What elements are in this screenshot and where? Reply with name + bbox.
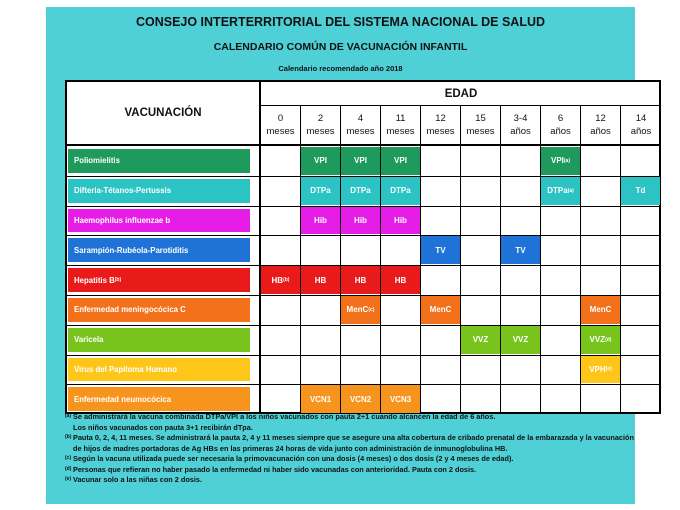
age-unit: meses: [346, 126, 375, 137]
vaccine-row-label: [67, 355, 261, 385]
age-unit: años: [590, 126, 611, 137]
age-column-header: [461, 106, 501, 146]
dose-cell: [381, 266, 420, 294]
footnotes: [65, 412, 635, 486]
footnote-marker: (a): [563, 157, 571, 164]
vaccine-name-text: Difteria-Tétanos-Pertussis: [74, 186, 172, 196]
dose-label: DTPa: [310, 186, 331, 196]
age-value: 2: [317, 113, 324, 124]
dose-label: VCN3: [389, 394, 412, 404]
dose-label: VVZ: [589, 335, 606, 345]
dose-cell: [541, 147, 580, 175]
footnote-marker: (c): [368, 306, 375, 313]
dose-label: VPI: [314, 156, 327, 166]
dose-label: VPH: [589, 364, 606, 374]
dose-cell: [501, 236, 540, 264]
vaccine-name-text: Poliomielitis: [74, 156, 120, 166]
footnote-text: Según la vacuna utilizada puede ser necesaria la primovacunación con una dosis (4 meses) o dos dosis (2 y 4 meses de edad).: [73, 454, 514, 463]
age-value: 15: [475, 113, 486, 124]
dose-cell: [341, 207, 380, 235]
age-value: 0: [277, 113, 284, 124]
age-column-header: [341, 106, 381, 146]
dose-label: DTPa: [547, 186, 568, 196]
vaccine-name: [68, 238, 250, 262]
dose-label: Td: [635, 186, 646, 196]
vaccine-name: [68, 298, 250, 322]
dose-label: Hib: [394, 215, 407, 225]
dose-label: MenC: [589, 305, 612, 315]
dose-cell: [301, 177, 340, 205]
age-unit: meses: [306, 126, 335, 137]
dose-label: HB: [271, 275, 284, 285]
vaccine-name: [68, 268, 250, 292]
vaccine-row-label: [67, 235, 261, 265]
vaccine-name-text: Enfermedad neumocócica: [74, 394, 172, 404]
dose-cell: [381, 177, 420, 205]
age-unit: años: [510, 126, 531, 137]
footnote: [65, 475, 635, 486]
vaccine-row-label: [67, 146, 261, 176]
footnote: [65, 412, 635, 423]
dose-label: HB: [314, 275, 327, 285]
page-subtitle: CALENDARIO COMÚN DE VACUNACIÓN INFANTIL: [213, 41, 468, 53]
vaccine-name: [68, 149, 250, 173]
dose-cell: [341, 385, 380, 413]
footnote-marker: [65, 423, 73, 434]
vaccine-name-text: Varicela: [74, 335, 104, 345]
age-value: 12: [595, 113, 606, 124]
footnote-marker: (a): [65, 413, 72, 419]
footnote-marker: (e): [605, 366, 612, 373]
vaccine-name: [68, 358, 250, 382]
vaccine-row-label: [67, 176, 261, 206]
age-column-header: [581, 106, 621, 146]
footnote-text: Pauta 0, 2, 4, 11 meses. Se administrará la pauta 2, 4 y 11 meses siempre que se asegure una alta cobertura de cribado prenatal de la embarazada y la vacunación de hijos de madres portadoras de Ag HBs en las primeras 24 horas de vida junto con administración de inmunoglobulina HB.: [73, 433, 634, 453]
vaccine-row-label: [67, 384, 261, 414]
vaccine-name: [68, 209, 250, 233]
age-unit: meses: [266, 126, 295, 137]
vaccine-name-text: Enfermedad meningocócica C: [74, 305, 186, 315]
dose-label: TV: [435, 245, 446, 255]
vaccine-name: [68, 328, 250, 352]
dose-cell: [381, 147, 420, 175]
vaccine-name: [68, 387, 250, 411]
vaccine-name: [68, 179, 250, 203]
vaccination-calendar-sheet: [46, 7, 652, 504]
dose-cell: [581, 326, 620, 354]
footnote-marker: (c): [65, 455, 72, 461]
footnote-marker: (d): [605, 336, 612, 343]
footnote-marker: (e): [65, 476, 72, 482]
footnote-marker: (b): [283, 277, 290, 284]
footnote: [65, 454, 635, 465]
age-value: 3-4: [513, 113, 528, 124]
page-caption: Calendario recomendado año 2018: [278, 64, 403, 73]
age-column-header: [261, 106, 301, 146]
footnote-marker: (b): [65, 434, 72, 440]
footnote-text: Personas que refieran no haber pasado la enfermedad ni haber sido vacunadas con anterioridad. Pauta con 2 dosis.: [73, 464, 477, 474]
column-divider: [500, 146, 501, 414]
dose-label: VPI: [354, 156, 367, 166]
dose-label: MenC: [429, 305, 452, 315]
age-unit: meses: [466, 126, 495, 137]
dose-label: VPI: [394, 156, 407, 166]
vaccine-row-label: [67, 206, 261, 236]
age-column-header: [621, 106, 661, 146]
dose-label: DTPa: [350, 186, 371, 196]
footnote-text: Se administrará la vacuna combinada DTPa/VPI a los niños vacunados con pauta 2+1 cuando alcancen la edad de 6 años.: [73, 412, 496, 421]
footnote-text: Los niños vacunados con pauta 3+1 recibirán dTpa.: [73, 422, 253, 432]
age-column-header: [381, 106, 421, 146]
dose-label: DTPa: [390, 186, 411, 196]
dose-cell: [581, 296, 620, 324]
vaccine-name-text: Hepatitis B: [74, 275, 115, 285]
dose-label: Hib: [354, 215, 367, 225]
dose-cell: [261, 266, 300, 294]
age-unit: meses: [426, 126, 455, 137]
age-unit: meses: [386, 126, 415, 137]
dose-cell: [421, 296, 460, 324]
age-column-header: [501, 106, 541, 146]
vaccine-row-label: [67, 325, 261, 355]
dose-label: VCN1: [309, 394, 332, 404]
dose-label: MenC: [346, 305, 369, 315]
dose-cell: [301, 385, 340, 413]
column-divider: [420, 146, 421, 414]
dose-cell: [301, 266, 340, 294]
footnote: [65, 423, 635, 434]
dose-cell: [501, 326, 540, 354]
dose-cell: [341, 147, 380, 175]
dose-label: VVZ: [512, 335, 529, 345]
dose-label: VCN2: [349, 394, 372, 404]
dose-label: HB: [354, 275, 367, 285]
vaccine-name-text: Haemophilus influenzae b: [74, 215, 171, 225]
footnote: [65, 433, 635, 454]
dose-label: Hib: [314, 215, 327, 225]
footnote-text: Vacunar solo a las niñas con 2 dosis.: [73, 475, 202, 484]
age-column-header: [421, 106, 461, 146]
dose-cell: [301, 207, 340, 235]
age-group-header: EDAD: [261, 82, 661, 106]
dose-label: HB: [394, 275, 407, 285]
vaccination-table: [65, 80, 661, 414]
dose-cell: [421, 236, 460, 264]
vaccine-column-header: VACUNACIÓN: [67, 82, 261, 146]
dose-cell: [301, 147, 340, 175]
dose-cell: [341, 177, 380, 205]
age-value: 14: [635, 113, 647, 124]
footnote-marker: (b): [114, 277, 122, 284]
column-divider: [460, 146, 461, 414]
dose-label: VVZ: [472, 335, 489, 345]
dose-cell: [541, 177, 580, 205]
page-title: CONSEJO INTERTERRITORIAL DEL SISTEMA NACIONAL DE SALUD: [135, 15, 546, 29]
age-value: 6: [557, 113, 564, 124]
vaccine-name-text: Sarampión-Rubéola-Parotiditis: [74, 245, 189, 255]
dose-cell: [341, 266, 380, 294]
age-value: 12: [435, 113, 446, 124]
dose-cell: [381, 385, 420, 413]
dose-cell: [581, 356, 620, 384]
vaccine-name-text: Virus del Papiloma Humano: [74, 364, 177, 374]
age-column-header: [301, 106, 341, 146]
dose-cell: [621, 177, 660, 205]
vaccine-row-label: [67, 295, 261, 325]
dose-cell: [341, 296, 380, 324]
age-unit: años: [550, 126, 571, 137]
dose-cell: [461, 326, 500, 354]
dose-label: VPI: [550, 156, 564, 166]
age-value: 4: [357, 113, 364, 124]
footnote-marker: (d): [65, 465, 72, 472]
footnote: [65, 465, 635, 476]
age-unit: años: [630, 126, 652, 137]
dose-cell: [381, 207, 420, 235]
dose-label: TV: [515, 245, 526, 255]
age-column-header: [541, 106, 581, 146]
vaccine-row-label: [67, 265, 261, 295]
footnote-marker: (a): [567, 187, 574, 194]
age-value: 11: [395, 113, 406, 124]
